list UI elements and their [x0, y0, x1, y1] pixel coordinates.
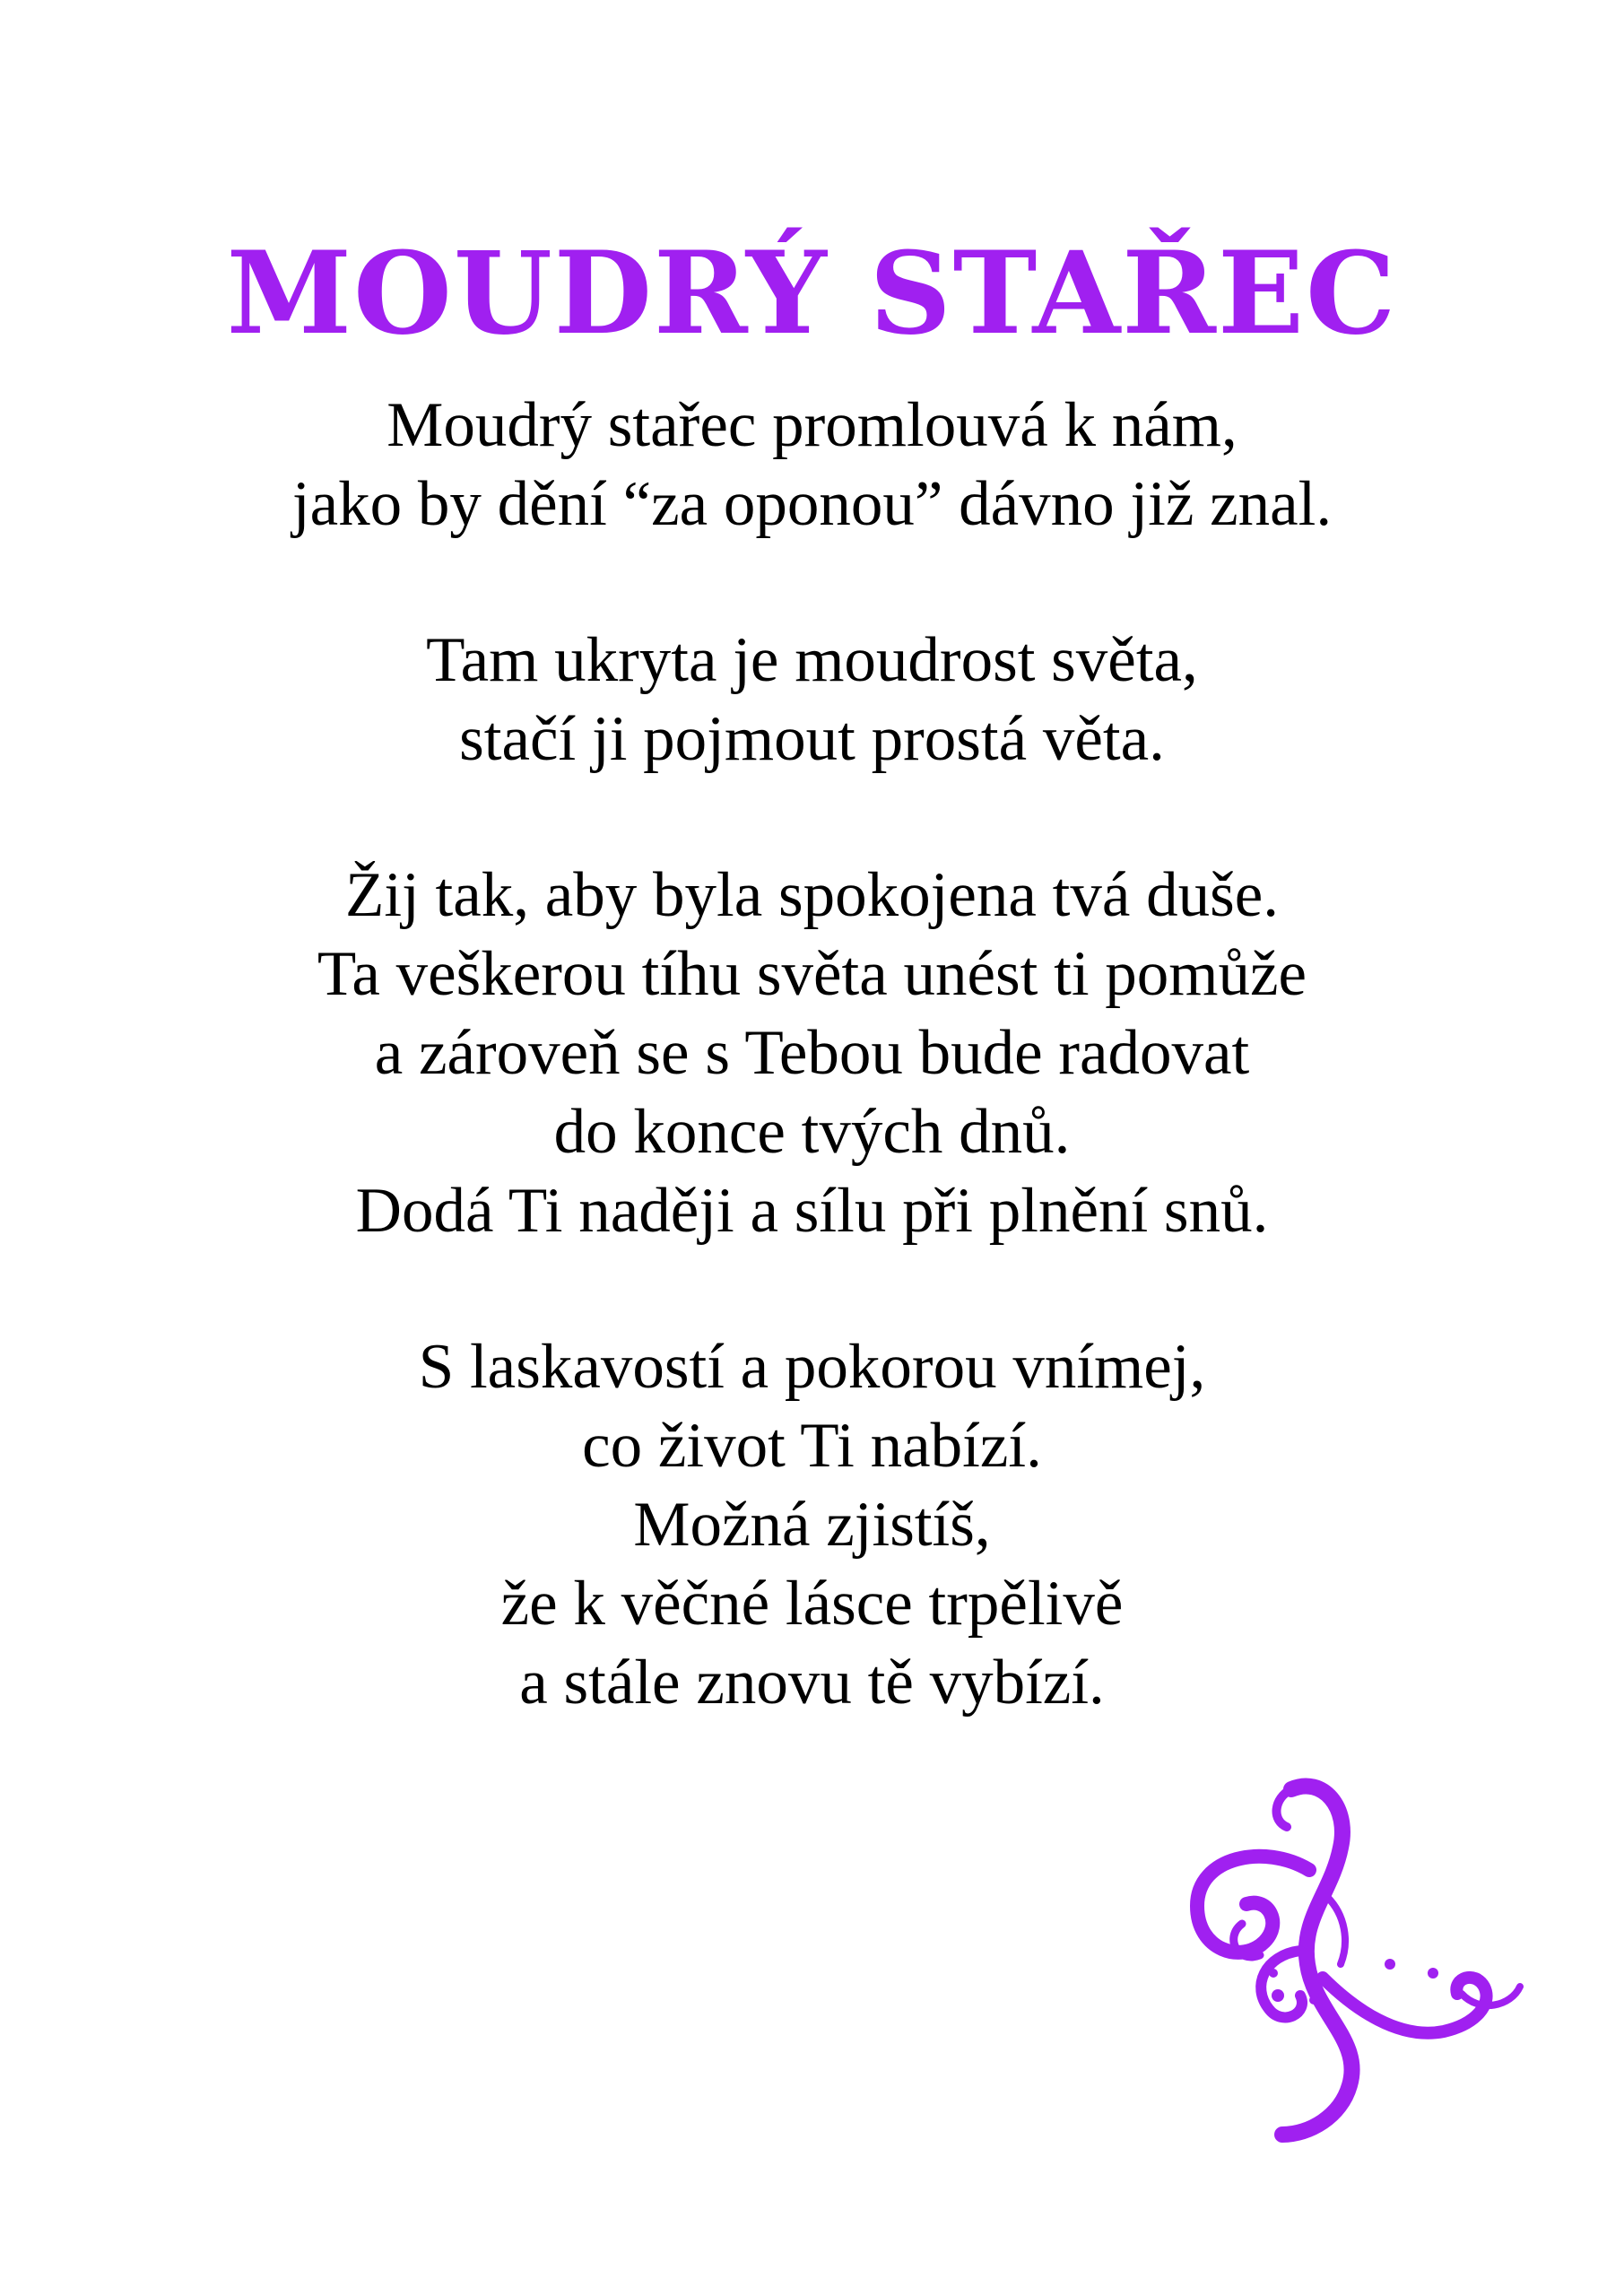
- poem-title: MOUDRÝ STAŘEC: [226, 227, 1398, 361]
- poem-body: [0, 386, 1624, 1799]
- poem-line: S laskavostí a pokorou vnímej,: [418, 1332, 1206, 1402]
- poem-line: a stále znovu tě vybízí.: [519, 1648, 1105, 1718]
- poem-line: stačí ji pojmout prostá věta.: [459, 704, 1165, 774]
- poem-line: a zároveň se s Tebou bude radovat: [374, 1018, 1250, 1088]
- stanza-1: [0, 386, 1624, 544]
- poem-line: Ta veškerou tíhu světa unést ti pomůže: [317, 939, 1307, 1009]
- poem-line: Dodá Ti naději a sílu při plnění snů.: [355, 1176, 1269, 1246]
- poem-line: do konce tvých dnů.: [553, 1097, 1071, 1167]
- poem-line: Tam ukryta je moudrost světa,: [426, 625, 1198, 695]
- poem-line: Možná zjistíš,: [633, 1490, 991, 1560]
- poem-line: jako by dění “za oponou” dávno již znal.: [291, 469, 1333, 539]
- poem-line: že k věčné lásce trpělivě: [500, 1569, 1124, 1639]
- stanza-3: [0, 856, 1624, 1250]
- purple-calligraphic-flourish-icon: [1166, 1771, 1542, 2148]
- stanza-4: [0, 1327, 1624, 1722]
- stanza-2: [0, 621, 1624, 778]
- poem-line: co život Ti nabízí.: [582, 1411, 1042, 1481]
- poem-line: Moudrý stařec promlouvá k nám,: [386, 390, 1238, 460]
- poem-line: Žij tak, aby byla spokojena tvá duše.: [344, 860, 1280, 930]
